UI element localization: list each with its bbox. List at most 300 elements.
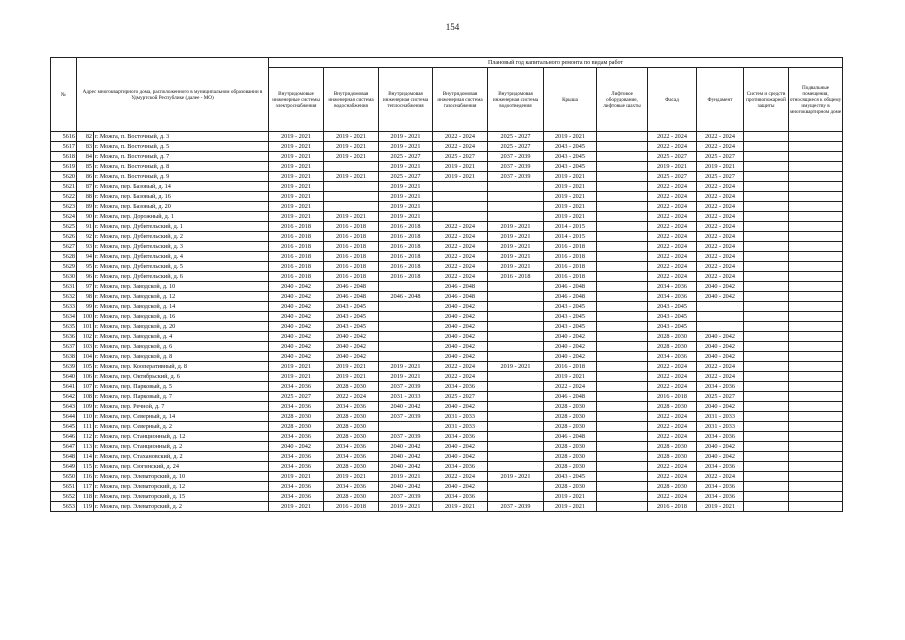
- year-range-cell: 2022 - 2024: [648, 262, 697, 272]
- year-range-cell: 2043 - 2045: [544, 302, 597, 312]
- table-row: [51, 402, 843, 412]
- year-range-cell: [597, 152, 648, 162]
- year-range-cell: [789, 212, 843, 222]
- year-range-cell: 2019 - 2021: [433, 172, 488, 182]
- year-range-cell: [789, 332, 843, 342]
- year-range-cell: 2040 - 2042: [433, 332, 488, 342]
- table-row: [51, 362, 843, 372]
- header-work-type: Фундамент: [697, 68, 744, 132]
- year-range-cell: [789, 192, 843, 202]
- year-range-cell: 2037 - 2039: [379, 382, 433, 392]
- year-range-cell: 2028 - 2030: [324, 382, 379, 392]
- row-index: 5645: [51, 422, 77, 432]
- address-cell: г. Можга, пер. Станционный, д. 12: [94, 432, 269, 442]
- year-range-cell: 2016 - 2018: [648, 502, 697, 512]
- year-range-cell: [488, 462, 544, 472]
- row-number: 94: [77, 252, 94, 262]
- table-row: [51, 242, 843, 252]
- year-range-cell: [789, 182, 843, 192]
- year-range-cell: [744, 462, 789, 472]
- year-range-cell: [744, 492, 789, 502]
- year-range-cell: [744, 502, 789, 512]
- row-number: 93: [77, 242, 94, 252]
- row-index: 5632: [51, 292, 77, 302]
- year-range-cell: 2022 - 2024: [697, 242, 744, 252]
- year-range-cell: 2016 - 2018: [544, 262, 597, 272]
- row-number: 118: [77, 492, 94, 502]
- year-range-cell: [433, 182, 488, 192]
- year-range-cell: [789, 352, 843, 362]
- year-range-cell: [597, 442, 648, 452]
- row-index: 5625: [51, 222, 77, 232]
- row-index: 5619: [51, 162, 77, 172]
- row-number: 83: [77, 142, 94, 152]
- year-range-cell: 2019 - 2021: [324, 212, 379, 222]
- year-range-cell: 2016 - 2018: [269, 272, 324, 282]
- year-range-cell: [744, 242, 789, 252]
- year-range-cell: 2016 - 2018: [544, 242, 597, 252]
- year-range-cell: 2022 - 2024: [648, 472, 697, 482]
- year-range-cell: [789, 342, 843, 352]
- year-range-cell: [379, 422, 433, 432]
- year-range-cell: 2034 - 2036: [269, 492, 324, 502]
- year-range-cell: 2040 - 2042: [379, 402, 433, 412]
- row-number: 88: [77, 192, 94, 202]
- table-body: [51, 132, 843, 512]
- address-cell: г. Можга, пер. Заводской, д. 8: [94, 352, 269, 362]
- year-range-cell: [789, 452, 843, 462]
- year-range-cell: 2019 - 2021: [269, 212, 324, 222]
- row-index: 5639: [51, 362, 77, 372]
- year-range-cell: 2025 - 2027: [433, 152, 488, 162]
- year-range-cell: 2031 - 2033: [433, 412, 488, 422]
- address-cell: г. Можга, пер. Дубительский, д. 5: [94, 262, 269, 272]
- year-range-cell: 2028 - 2030: [269, 412, 324, 422]
- year-range-cell: 2037 - 2039: [488, 152, 544, 162]
- year-range-cell: [744, 392, 789, 402]
- year-range-cell: 2019 - 2021: [488, 262, 544, 272]
- year-range-cell: 2025 - 2027: [379, 152, 433, 162]
- year-range-cell: 2022 - 2024: [544, 382, 597, 392]
- address-cell: г. Можга, пер. Заводской, д. 14: [94, 302, 269, 312]
- year-range-cell: [324, 162, 379, 172]
- row-index: 5634: [51, 312, 77, 322]
- row-number: 101: [77, 322, 94, 332]
- year-range-cell: [744, 452, 789, 462]
- year-range-cell: 2019 - 2021: [269, 372, 324, 382]
- table-row: [51, 232, 843, 242]
- year-range-cell: [789, 322, 843, 332]
- year-range-cell: [789, 412, 843, 422]
- address-cell: г. Можга, пер. Дубительский, д. 6: [94, 272, 269, 282]
- table-row: [51, 462, 843, 472]
- year-range-cell: 2025 - 2027: [697, 152, 744, 162]
- year-range-cell: 2034 - 2036: [648, 352, 697, 362]
- year-range-cell: 2022 - 2024: [648, 432, 697, 442]
- year-range-cell: [488, 282, 544, 292]
- header-work-type: Лифтовое оборудование, лифтовые шахты: [597, 68, 648, 132]
- year-range-cell: 2022 - 2024: [697, 222, 744, 232]
- year-range-cell: 2016 - 2018: [324, 232, 379, 242]
- year-range-cell: 2040 - 2042: [269, 342, 324, 352]
- year-range-cell: 2040 - 2042: [697, 442, 744, 452]
- row-number: 98: [77, 292, 94, 302]
- year-range-cell: 2022 - 2024: [648, 212, 697, 222]
- address-cell: г. Можга, п. Восточный, д. 3: [94, 132, 269, 142]
- year-range-cell: [597, 482, 648, 492]
- year-range-cell: 2025 - 2027: [488, 142, 544, 152]
- address-cell: г. Можга, пер. Дубительский, д. 3: [94, 242, 269, 252]
- year-range-cell: 2028 - 2030: [648, 402, 697, 412]
- year-range-cell: 2034 - 2036: [433, 382, 488, 392]
- year-range-cell: [597, 472, 648, 482]
- year-range-cell: 2025 - 2027: [648, 152, 697, 162]
- year-range-cell: 2019 - 2021: [324, 362, 379, 372]
- year-range-cell: 2046 - 2048: [544, 292, 597, 302]
- address-cell: г. Можга, пер. Элеваторский, д. 10: [94, 472, 269, 482]
- year-range-cell: 2019 - 2021: [269, 132, 324, 142]
- year-range-cell: [597, 382, 648, 392]
- year-range-cell: 2022 - 2024: [697, 192, 744, 202]
- year-range-cell: 2034 - 2036: [269, 432, 324, 442]
- table-row: [51, 482, 843, 492]
- year-range-cell: 2040 - 2042: [269, 332, 324, 342]
- year-range-cell: 2016 - 2018: [488, 272, 544, 282]
- year-range-cell: 2025 - 2027: [648, 172, 697, 182]
- year-range-cell: 2040 - 2042: [269, 302, 324, 312]
- year-range-cell: 2022 - 2024: [697, 252, 744, 262]
- year-range-cell: 2016 - 2018: [269, 232, 324, 242]
- year-range-cell: [744, 442, 789, 452]
- year-range-cell: 2040 - 2042: [697, 332, 744, 342]
- year-range-cell: 2019 - 2021: [379, 212, 433, 222]
- year-range-cell: [744, 192, 789, 202]
- year-range-cell: 2019 - 2021: [379, 472, 433, 482]
- year-range-cell: 2022 - 2024: [648, 182, 697, 192]
- year-range-cell: 2040 - 2042: [269, 352, 324, 362]
- year-range-cell: 2028 - 2030: [544, 442, 597, 452]
- table-row: [51, 132, 843, 142]
- header-work-type: Внутридомовые инженерные системы электроснабжения: [269, 68, 324, 132]
- year-range-cell: [789, 202, 843, 212]
- table-row: [51, 332, 843, 342]
- year-range-cell: 2022 - 2024: [433, 372, 488, 382]
- year-range-cell: [789, 372, 843, 382]
- year-range-cell: [744, 182, 789, 192]
- year-range-cell: [744, 422, 789, 432]
- year-range-cell: 2016 - 2018: [379, 272, 433, 282]
- year-range-cell: 2046 - 2048: [379, 292, 433, 302]
- year-range-cell: [789, 292, 843, 302]
- year-range-cell: [744, 402, 789, 412]
- address-cell: г. Можга, п. Восточный, д. 7: [94, 152, 269, 162]
- year-range-cell: [597, 322, 648, 332]
- year-range-cell: 2022 - 2024: [697, 182, 744, 192]
- year-range-cell: [488, 322, 544, 332]
- year-range-cell: 2022 - 2024: [648, 372, 697, 382]
- year-range-cell: 2040 - 2042: [433, 452, 488, 462]
- year-range-cell: [488, 342, 544, 352]
- row-number: 105: [77, 362, 94, 372]
- year-range-cell: [697, 322, 744, 332]
- year-range-cell: 2019 - 2021: [379, 502, 433, 512]
- address-cell: г. Можга, пер. Элеваторский, д. 12: [94, 482, 269, 492]
- year-range-cell: 2019 - 2021: [488, 362, 544, 372]
- year-range-cell: [789, 172, 843, 182]
- year-range-cell: [744, 142, 789, 152]
- year-range-cell: 2022 - 2024: [648, 232, 697, 242]
- year-range-cell: 2016 - 2018: [324, 222, 379, 232]
- table-row: [51, 342, 843, 352]
- year-range-cell: 2034 - 2036: [648, 292, 697, 302]
- row-number: 103: [77, 342, 94, 352]
- year-range-cell: 2016 - 2018: [379, 252, 433, 262]
- year-range-cell: 2040 - 2042: [544, 342, 597, 352]
- year-range-cell: [789, 142, 843, 152]
- year-range-cell: [597, 182, 648, 192]
- table-row: [51, 292, 843, 302]
- header-work-type: Внутридомовая инженерная система водоотведения: [488, 68, 544, 132]
- year-range-cell: 2040 - 2042: [433, 352, 488, 362]
- year-range-cell: 2040 - 2042: [379, 452, 433, 462]
- year-range-cell: [488, 292, 544, 302]
- address-cell: г. Можга, пер. Базовый, д. 20: [94, 202, 269, 212]
- year-range-cell: 2040 - 2042: [324, 332, 379, 342]
- year-range-cell: 2019 - 2021: [379, 142, 433, 152]
- table-row: [51, 452, 843, 462]
- year-range-cell: 2016 - 2018: [269, 222, 324, 232]
- year-range-cell: [789, 462, 843, 472]
- year-range-cell: [433, 192, 488, 202]
- table-row: [51, 322, 843, 332]
- year-range-cell: [789, 442, 843, 452]
- table-row: [51, 202, 843, 212]
- year-range-cell: 2019 - 2021: [269, 362, 324, 372]
- year-range-cell: [597, 272, 648, 282]
- year-range-cell: 2043 - 2045: [544, 322, 597, 332]
- year-range-cell: [597, 352, 648, 362]
- year-range-cell: 2037 - 2039: [488, 162, 544, 172]
- year-range-cell: 2043 - 2045: [544, 142, 597, 152]
- year-range-cell: [744, 432, 789, 442]
- year-range-cell: [597, 142, 648, 152]
- year-range-cell: 2022 - 2024: [648, 412, 697, 422]
- year-range-cell: 2022 - 2024: [697, 372, 744, 382]
- year-range-cell: 2046 - 2048: [544, 392, 597, 402]
- year-range-cell: 2043 - 2045: [648, 322, 697, 332]
- table-row: [51, 372, 843, 382]
- year-range-cell: [789, 252, 843, 262]
- year-range-cell: [789, 222, 843, 232]
- row-index: 5642: [51, 392, 77, 402]
- year-range-cell: [744, 162, 789, 172]
- year-range-cell: [789, 502, 843, 512]
- year-range-cell: 2019 - 2021: [488, 222, 544, 232]
- year-range-cell: 2014 - 2015: [544, 222, 597, 232]
- year-range-cell: 2016 - 2018: [648, 392, 697, 402]
- year-range-cell: 2019 - 2021: [379, 202, 433, 212]
- year-range-cell: 2019 - 2021: [648, 162, 697, 172]
- year-range-cell: [597, 362, 648, 372]
- year-range-cell: [597, 332, 648, 342]
- year-range-cell: 2019 - 2021: [269, 472, 324, 482]
- year-range-cell: 2034 - 2036: [269, 452, 324, 462]
- address-cell: г. Можга, пер. Дубительский, д. 4: [94, 252, 269, 262]
- year-range-cell: 2040 - 2042: [433, 312, 488, 322]
- year-range-cell: 2034 - 2036: [324, 442, 379, 452]
- row-index: 5626: [51, 232, 77, 242]
- year-range-cell: [744, 202, 789, 212]
- address-cell: г. Можга, пер. Северный, д. 14: [94, 412, 269, 422]
- year-range-cell: 2025 - 2027: [697, 392, 744, 402]
- address-cell: г. Можга, пер. Элеваторский, д. 2: [94, 502, 269, 512]
- year-range-cell: [744, 352, 789, 362]
- table-row: [51, 272, 843, 282]
- table-row: [51, 312, 843, 322]
- year-range-cell: 2046 - 2048: [324, 292, 379, 302]
- year-range-cell: [597, 162, 648, 172]
- year-range-cell: 2040 - 2042: [433, 482, 488, 492]
- year-range-cell: 2019 - 2021: [269, 192, 324, 202]
- table-row: [51, 422, 843, 432]
- year-range-cell: 2019 - 2021: [379, 362, 433, 372]
- table-row: [51, 432, 843, 442]
- row-index: 5653: [51, 502, 77, 512]
- year-range-cell: 2040 - 2042: [324, 352, 379, 362]
- year-range-cell: 2040 - 2042: [269, 442, 324, 452]
- year-range-cell: [379, 352, 433, 362]
- year-range-cell: 2043 - 2045: [324, 322, 379, 332]
- year-range-cell: [488, 382, 544, 392]
- row-number: 91: [77, 222, 94, 232]
- year-range-cell: [744, 312, 789, 322]
- row-index: 5627: [51, 242, 77, 252]
- row-number: 92: [77, 232, 94, 242]
- year-range-cell: 2022 - 2024: [697, 142, 744, 152]
- table-header: [51, 58, 843, 132]
- header-work-type: Внутридомовая инженерная система теплоснабжения: [379, 68, 433, 132]
- year-range-cell: 2028 - 2030: [324, 462, 379, 472]
- page-number: 154: [445, 22, 460, 32]
- year-range-cell: [597, 282, 648, 292]
- year-range-cell: 2043 - 2045: [648, 302, 697, 312]
- table-row: [51, 392, 843, 402]
- row-number: 112: [77, 432, 94, 442]
- year-range-cell: [379, 332, 433, 342]
- year-range-cell: 2034 - 2036: [697, 462, 744, 472]
- year-range-cell: 2040 - 2042: [324, 342, 379, 352]
- year-range-cell: 2037 - 2039: [379, 492, 433, 502]
- year-range-cell: 2034 - 2036: [697, 432, 744, 442]
- year-range-cell: 2019 - 2021: [324, 142, 379, 152]
- year-range-cell: 2022 - 2024: [697, 362, 744, 372]
- year-range-cell: 2016 - 2018: [269, 242, 324, 252]
- year-range-cell: 2016 - 2018: [324, 262, 379, 272]
- year-range-cell: 2043 - 2045: [544, 312, 597, 322]
- row-index: 5633: [51, 302, 77, 312]
- year-range-cell: 2040 - 2042: [697, 282, 744, 292]
- table-row: [51, 442, 843, 452]
- year-range-cell: [597, 502, 648, 512]
- year-range-cell: 2037 - 2039: [488, 172, 544, 182]
- year-range-cell: [744, 282, 789, 292]
- row-number: 113: [77, 442, 94, 452]
- year-range-cell: 2034 - 2036: [697, 492, 744, 502]
- year-range-cell: 2040 - 2042: [269, 312, 324, 322]
- year-range-cell: 2046 - 2048: [544, 432, 597, 442]
- year-range-cell: 2034 - 2036: [324, 482, 379, 492]
- year-range-cell: 2019 - 2021: [488, 472, 544, 482]
- year-range-cell: 2040 - 2042: [269, 282, 324, 292]
- year-range-cell: 2040 - 2042: [697, 452, 744, 462]
- table-row: [51, 182, 843, 192]
- row-index: 5616: [51, 132, 77, 142]
- year-range-cell: 2040 - 2042: [433, 342, 488, 352]
- year-range-cell: 2040 - 2042: [433, 442, 488, 452]
- row-index: 5621: [51, 182, 77, 192]
- year-range-cell: 2046 - 2048: [433, 292, 488, 302]
- year-range-cell: 2016 - 2018: [324, 272, 379, 282]
- year-range-cell: 2040 - 2042: [379, 482, 433, 492]
- year-range-cell: [597, 132, 648, 142]
- header-work-type: Внутридомовая инженерная система водоснабжения: [324, 68, 379, 132]
- header-address: Адрес многоквартирного дома, расположенного в муниципальном образовании в Удмуртской Республике (далее - МО): [77, 58, 269, 132]
- year-range-cell: [488, 312, 544, 322]
- year-range-cell: 2031 - 2033: [697, 422, 744, 432]
- year-range-cell: [597, 232, 648, 242]
- year-range-cell: [488, 492, 544, 502]
- year-range-cell: 2037 - 2039: [379, 432, 433, 442]
- row-number: 100: [77, 312, 94, 322]
- year-range-cell: [789, 242, 843, 252]
- year-range-cell: 2040 - 2042: [697, 402, 744, 412]
- year-range-cell: 2028 - 2030: [544, 482, 597, 492]
- year-range-cell: 2022 - 2024: [648, 192, 697, 202]
- year-range-cell: 2022 - 2024: [433, 242, 488, 252]
- row-number: 119: [77, 502, 94, 512]
- year-range-cell: [488, 192, 544, 202]
- year-range-cell: 2028 - 2030: [269, 422, 324, 432]
- header-num: №: [51, 58, 77, 132]
- year-range-cell: 2028 - 2030: [324, 422, 379, 432]
- year-range-cell: [379, 342, 433, 352]
- address-cell: г. Можга, пер. Заводской, д. 4: [94, 332, 269, 342]
- year-range-cell: 2046 - 2048: [324, 282, 379, 292]
- year-range-cell: 2016 - 2018: [324, 502, 379, 512]
- address-cell: г. Можга, пер. Кооперативный, д. 8: [94, 362, 269, 372]
- year-range-cell: [488, 212, 544, 222]
- year-range-cell: [488, 202, 544, 212]
- year-range-cell: [744, 372, 789, 382]
- year-range-cell: [744, 322, 789, 332]
- year-range-cell: [597, 432, 648, 442]
- year-range-cell: 2019 - 2021: [488, 252, 544, 262]
- year-range-cell: 2022 - 2024: [697, 272, 744, 282]
- year-range-cell: 2016 - 2018: [379, 232, 433, 242]
- year-range-cell: [488, 412, 544, 422]
- row-number: 102: [77, 332, 94, 342]
- table-row: [51, 282, 843, 292]
- year-range-cell: [789, 392, 843, 402]
- year-range-cell: [597, 212, 648, 222]
- year-range-cell: 2014 - 2015: [544, 232, 597, 242]
- year-range-cell: 2016 - 2018: [544, 252, 597, 262]
- year-range-cell: [324, 182, 379, 192]
- year-range-cell: 2019 - 2021: [269, 142, 324, 152]
- year-range-cell: 2022 - 2024: [648, 132, 697, 142]
- year-range-cell: 2028 - 2030: [544, 422, 597, 432]
- year-range-cell: 2028 - 2030: [648, 332, 697, 342]
